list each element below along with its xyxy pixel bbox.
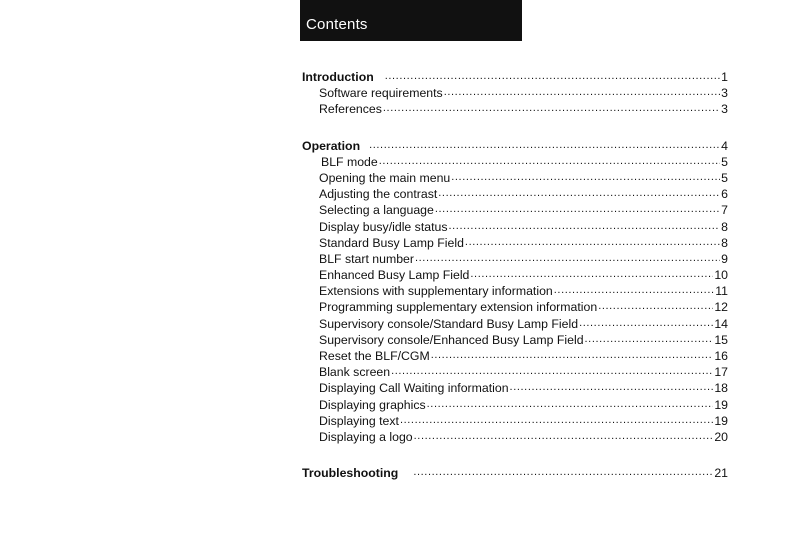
toc-page-number: 1	[721, 70, 728, 84]
toc-entry-label: Extensions with supplementary information	[319, 284, 553, 299]
toc-leader-dots	[414, 429, 714, 441]
toc-entry[interactable]	[302, 251, 728, 267]
toc-entry-label: Supervisory console/Standard Busy Lamp Field	[319, 316, 579, 331]
toc-leader-dots	[369, 138, 720, 150]
toc-entry-label: Opening the main menu	[319, 170, 451, 185]
toc-leader-dots	[385, 69, 720, 81]
toc-leader-dots	[451, 170, 720, 182]
toc-entry-label: Standard Busy Lamp Field	[319, 235, 464, 250]
toc-page-number: 9	[721, 251, 728, 266]
toc-leader-dots	[379, 154, 720, 166]
toc-page-number: 10	[714, 268, 728, 283]
toc-entry-label: Displaying text	[319, 413, 399, 428]
toc-page-number: 18	[714, 381, 728, 396]
toc-entry-label: Enhanced Busy Lamp Field	[319, 268, 470, 283]
toc-entry[interactable]	[302, 186, 728, 202]
toc-page-number: 12	[714, 300, 728, 315]
toc-leader-dots	[415, 251, 720, 263]
toc-entry-label: Display busy/idle status	[319, 219, 448, 234]
toc-page-number: 5	[721, 154, 728, 169]
toc-section-troubleshooting	[302, 465, 728, 481]
toc-page-number: 8	[721, 219, 728, 234]
toc-entry-label: Supervisory console/Enhanced Busy Lamp Field	[319, 332, 584, 347]
toc-page-number: 14	[714, 316, 728, 331]
toc-entry[interactable]	[302, 413, 728, 429]
toc-entry[interactable]	[302, 202, 728, 218]
toc-leader-dots	[431, 348, 714, 360]
toc-page-number: 8	[721, 235, 728, 250]
toc-entry[interactable]	[302, 283, 728, 299]
toc-leader-dots	[470, 267, 713, 279]
toc-heading-label: Troubleshooting	[302, 466, 399, 481]
toc-page-number: 16	[714, 349, 728, 363]
toc-page-number: 19	[714, 413, 728, 428]
toc-heading-troubleshooting[interactable]	[302, 465, 728, 481]
toc-leader-dots	[391, 364, 713, 376]
page-title: Contents	[306, 16, 368, 33]
toc-leader-dots	[413, 465, 713, 477]
toc-page-number: 7	[721, 203, 728, 218]
toc-leader-dots	[598, 299, 713, 311]
toc-entry[interactable]	[302, 235, 728, 251]
toc-leader-dots	[383, 101, 720, 113]
toc-leader-dots	[438, 186, 720, 198]
toc-leader-dots	[444, 85, 720, 97]
toc-leader-dots	[435, 202, 720, 214]
toc-entry[interactable]	[302, 364, 728, 380]
toc-page-number: 21	[714, 466, 728, 481]
toc-page-number: 6	[721, 187, 728, 202]
toc-entry-label: Displaying Call Waiting information	[319, 381, 509, 396]
toc-leader-dots	[449, 219, 721, 231]
toc-page-number: 11	[715, 284, 728, 299]
toc-entry-label: Programming supplementary extension information	[319, 300, 598, 315]
toc-entry-label: Displaying a logo	[319, 429, 413, 444]
toc-leader-dots	[465, 235, 720, 247]
toc-leader-dots	[400, 413, 713, 425]
toc-leader-dots	[579, 316, 713, 328]
toc-entry[interactable]	[302, 170, 728, 186]
toc-entry[interactable]	[302, 154, 728, 170]
toc-page-number: 20	[714, 429, 728, 444]
toc-entry-label: BLF start number	[319, 251, 414, 266]
toc-entry-label: Blank screen	[319, 365, 391, 380]
toc-entry-label: Displaying graphics	[319, 397, 426, 412]
contents-header-bar	[300, 0, 522, 41]
toc-entry-label: Adjusting the contrast	[319, 187, 438, 202]
toc-heading-introduction[interactable]	[302, 69, 728, 85]
toc-entry-label: Software requirements	[319, 86, 443, 101]
toc-leader-dots	[427, 397, 714, 409]
toc-page-number: 5	[721, 170, 728, 185]
toc-entry[interactable]	[302, 219, 728, 235]
toc-entry-label: BLF mode	[321, 154, 378, 169]
toc-heading-operation[interactable]	[302, 138, 728, 154]
toc-page-number: 19	[714, 397, 728, 412]
toc-page-number: 17	[714, 365, 728, 380]
toc-entry[interactable]	[302, 299, 728, 315]
toc-leader-dots	[585, 332, 714, 344]
toc-heading-label: Operation	[302, 138, 361, 153]
table-of-contents	[302, 69, 728, 501]
toc-page-number: 4	[721, 138, 728, 153]
toc-entry-label: References	[319, 102, 382, 117]
toc-page-number: 15	[714, 332, 728, 347]
toc-entry[interactable]	[302, 429, 728, 445]
toc-entry[interactable]	[302, 316, 728, 332]
toc-leader-dots	[554, 283, 714, 295]
toc-entry[interactable]	[302, 101, 728, 117]
toc-entry[interactable]	[302, 85, 728, 101]
toc-entry-label: Reset the BLF/CGM	[319, 349, 430, 363]
toc-section-introduction	[302, 69, 728, 118]
toc-page-number: 3	[721, 102, 728, 117]
toc-entry[interactable]	[302, 380, 728, 396]
toc-heading-label: Introduction	[302, 70, 374, 84]
toc-entry-label: Selecting a language	[319, 203, 434, 218]
toc-entry[interactable]	[302, 348, 728, 364]
toc-entry[interactable]	[302, 332, 728, 348]
toc-section-operation	[302, 138, 728, 446]
toc-entry[interactable]	[302, 397, 728, 413]
toc-entry[interactable]	[302, 267, 728, 283]
toc-page-number: 3	[721, 86, 728, 101]
toc-leader-dots	[510, 380, 714, 392]
